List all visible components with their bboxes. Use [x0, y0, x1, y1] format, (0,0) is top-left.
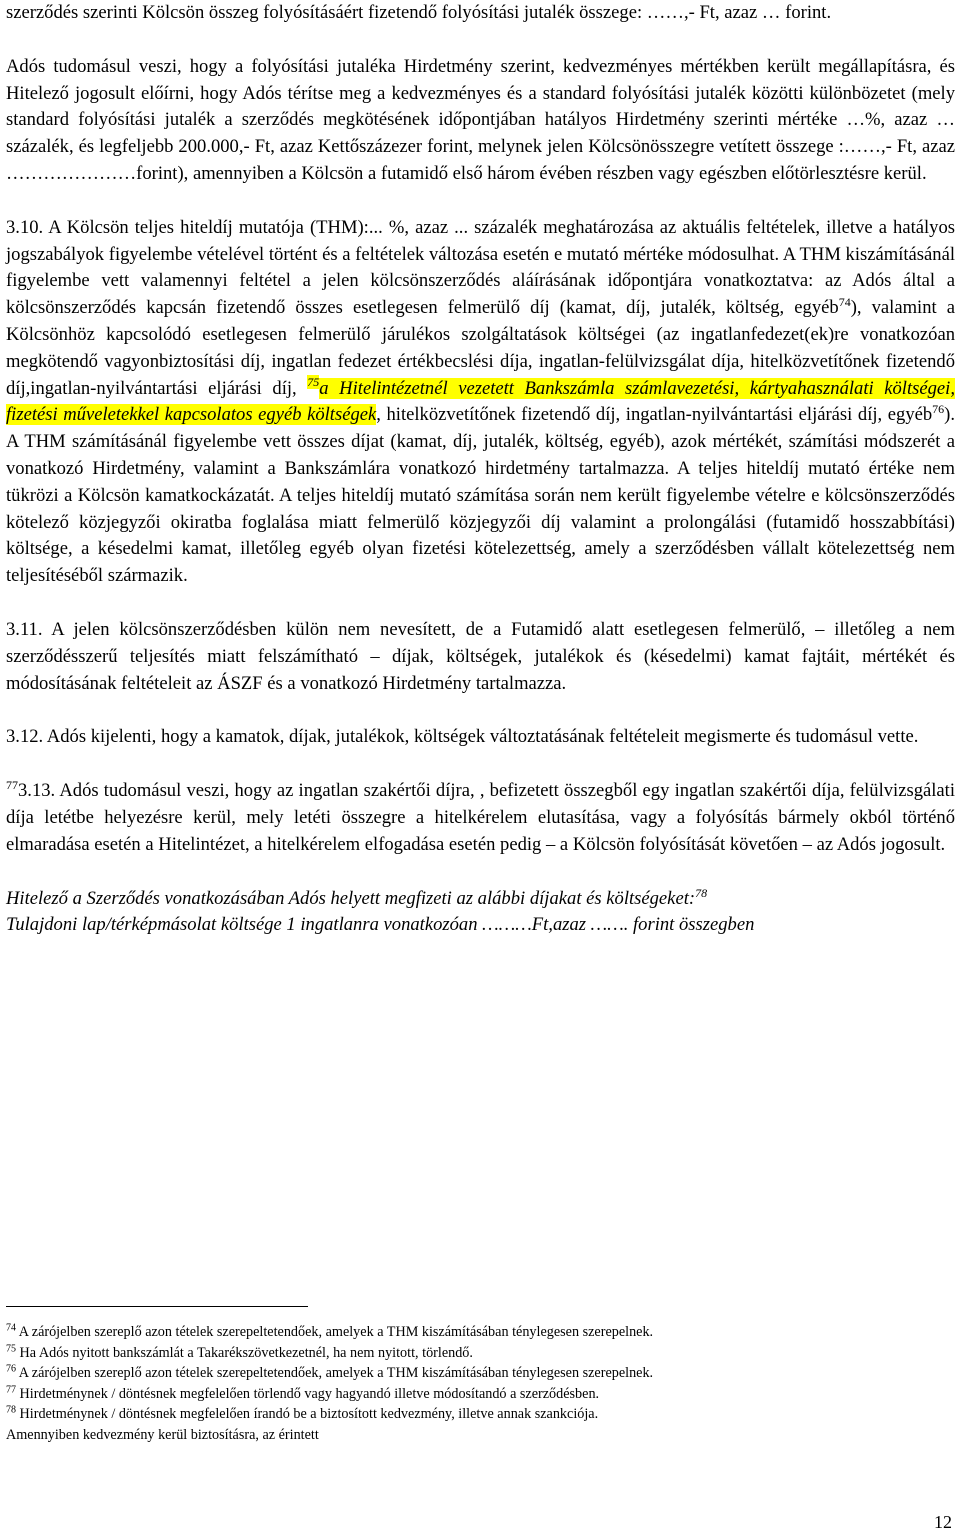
footnote-76: $^{76}$ A zárójelben szereplő azon tételek szerepeltetendőek, amelyek a THM kiszámításában ténylegesen szerepelnek.: [6, 1363, 654, 1382]
paragraph-3-11: 3.11. A jelen kölcsönszerződésben külön nem nevesített, de a Futamidő alatt esetlegesen felmerülő, – illetőleg a nem szerződésszerű teljesítés miatt felszámítható – díjak, költségek, jutalékok és (késedelmi) kamat fajtáit, mértékét és módosításának feltételeit az ÁSZF és a vonatkozó Hirdetmény tartalmazza.: [6, 618, 955, 694]
footnote-ref-74: 74: [838, 294, 851, 309]
body-text: [6, 0, 955, 939]
paragraph-lender-pays: Hitelező a Szerződés vonatkozásában Adós helyett megfizeti az alábbi díjakat és költségeket:$^{78}$: [6, 885, 708, 909]
paragraph-3-13: $^{77}$3.13. Adós tudomásul veszi, hogy az ingatlan szakértői díjra, , befizetett összegből egy ingatlan szakértői díja, felülvizsgálati díja letétbe helyezésre kerül, mely letéti összegre a hitelkérelem elutasítása, vagy a folyósítás bármely okból történő elmaradása esetén a Hitelintézet, a hitelkérelem elfogadása esetén pedig – a Kölcsön folyósítását követően – az Adós jogosult.: [6, 777, 955, 855]
highlighted-text: a Hitelintézetnél vezetett Bankszámla számlavezetési, kártyahasználati költségei, fizetési műveletekkel kapcsolatos egyéb költségek: [6, 377, 955, 426]
footnote-ref-77: 77: [6, 777, 18, 792]
footnote-75: $^{75}$ Ha Adós nyitott bankszámlát a Takarékszövetkezetnél, ha nem nyitott, törlendő.: [6, 1342, 473, 1361]
page-number: 12: [934, 1512, 952, 1532]
footnote-separator: [6, 1306, 308, 1307]
footnote-77: $^{77}$ Hirdetménynek / döntésnek megfelelően törlendő vagy hagyandó illetve módosítandó a szerződésben.: [6, 1384, 600, 1402]
footnotes: [6, 1322, 955, 1446]
paragraph-land-registry-cost: Tulajdoni lap/térképmásolat költsége 1 ingatlanra vonatkozóan ………Ft,azaz ……. forint összegben: [6, 914, 755, 936]
paragraph-3-12: 3.12. Adós kijelenti, hogy a kamatok, díjak, jutalékok, költségek változtatásának feltételeit megismerte és tudomásul vette.: [6, 726, 919, 748]
paragraph-3-10: 3.10. A Kölcsön teljes hiteldíj mutatója (THM):... %, azaz ... százalék meghatározása az aktuális feltételek, illetve a hatályos jogszabályok figyelembe vételével történt és a feltételek változása esetén e mutató mértéke módosulhat. A THM kiszámításánál figyelembe vett valamennyi feltétel a jelen kölcsönszerződés aláírásának időpontjára vonatkoztatva: az Adós által a kölcsönszerződés kapcsán fizetendő összes esetlegesen felmerülő díj (kamat, díj, jutalék, költség, egyéb$^{74}$), valamint a Kölcsönhöz kapcsolódó esetlegesen felmerülő járulékos szolgáltatások költségei (az ingatlanfedezet(ek)re vonatkozóan megkötendő vagyonbiztosítási díj, ingatlan fedezet értékbecslési díja, ingatlan-felülvizsgálat díja, hitelközvetítőnek fizetendő díj,ingatlan-nyilvántartási eljárási díj, $^{75}$a Hitelintézetnél vezetett Bankszámla számlavezetési, kártyahasználati költségei, fizetési műveletekkel kapcsolatos egyéb költségek, hitelközvetítőnek fizetendő díj, ingatlan-nyilvántartási eljárási díj, egyéb$^{76}$). A THM számításánál figyelembe vett összes díjat (kamat, díj, jutalék, költség, egyéb), azok mértékét, számítási módszerét a vonatkozó Hirdetmény, valamint a Bankszámlára vonatkozó hirdetmény tartalmazza. A teljes hiteldíj mutató értéke nem tükrözi a Kölcsön kamatkockázatát. A teljes hiteldíj mutató számítása során nem került figyelembe vételre e kölcsönszerződés kötelező közjegyzői okiratba foglalása miatt felmerülő közjegyzői díj valamint a prolongálási (futamidő hosszabbítási) költsége, a késedelmi kamat, illetőleg egyéb olyan fizetési kötelezettség, amely a szerződésben vállalt kötelezettség nem teljesítéséből származik.: [6, 216, 956, 587]
footnote-78: $^{78}$ Hirdetménynek / döntésnek megfelelően írandó be a biztosított kedvezmény, illetve annak szankciója.: [6, 1404, 599, 1423]
footnote-ref-75: 75: [307, 375, 320, 390]
paragraph-commission-amount: szerződés szerinti Kölcsön összeg folyósításáért fizetendő folyósítási jutalék összege: ……,- Ft, azaz … forint.: [6, 2, 832, 23]
paragraph-commission-discount: Adós tudomásul veszi, hogy a folyósítási jutaléka Hirdetmény szerint, kedvezményes mértékben került megállapításra, és Hitelező jogosult előírni, hogy Adós térítse meg a kedvezményes és a standard folyósítási jutalék közötti különbözetet (mely standard folyósítási jutalék a szerződés megkötésének időpontjában hatályos Hirdetmény szerinti mértéke …%, azaz … százalék, és legfeljebb 200.000,- Ft, azaz Kettőszázezer forint, melynek jelen Kölcsönösszegre vetített összege :……,- Ft, azaz …………………forint), amennyiben a Kölcsön a futamidő első három évében részben vagy egészben előtörlesztésre kerül.: [6, 55, 955, 184]
footnote-74: $^{74}$ A zárójelben szereplő azon tételek szerepeltetendőek, amelyek a THM kiszámításában ténylegesen szerepelnek.: [6, 1322, 654, 1340]
footnote-78-continuation: Amennyiben kedvezmény kerül biztosításra, az érintett: [6, 1426, 319, 1443]
footnote-ref-78: 78: [695, 885, 708, 900]
footnote-ref-76: 76: [932, 402, 945, 417]
